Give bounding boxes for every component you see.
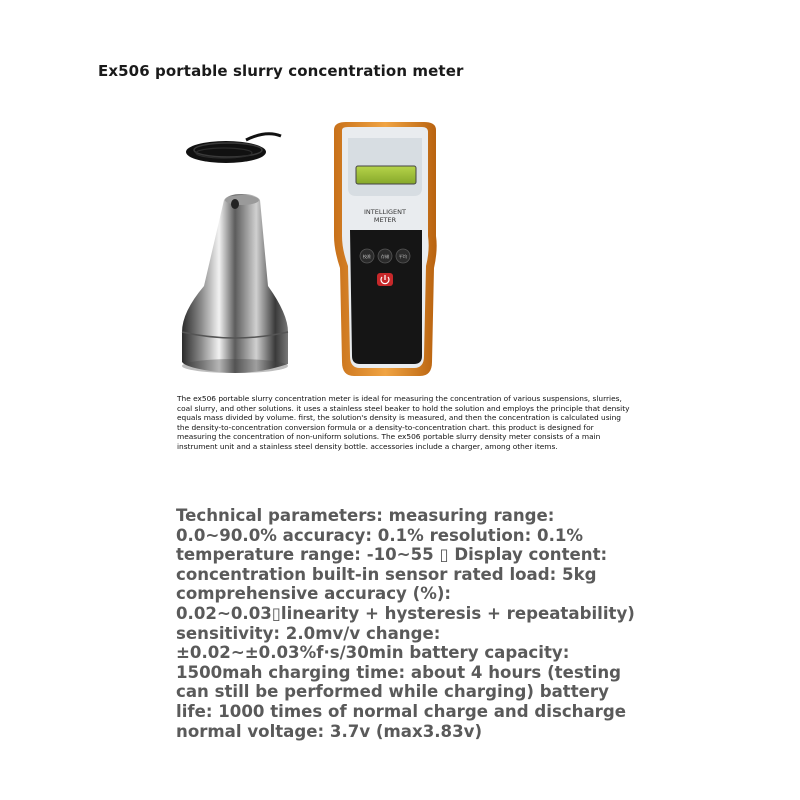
product-photo (176, 118, 466, 386)
handheld-meter (334, 122, 437, 376)
device-label-line2: METER (373, 216, 397, 224)
product-description: The ex506 portable slurry concentration meter is ideal for measuring the concentration of various suspensions, slurries, coal slurry, and other solutions. it uses a stainless steel beaker to hold the solution and employs the principle that density equals mass divided by volume. first, the solution's density is measured, and then the concentration is calculated using the density-to-concentration conversion formula or a density-to-concentration chart. this product is designed for measuring the concentration of non-uniform solutions. The ex506 portable slurry density meter consists of a main instrument unit and a stainless steel density bottle. accessories include a charger, among other items. (177, 394, 630, 451)
store-key-label: 存储 (380, 254, 390, 259)
charger-cable (186, 134, 281, 163)
calibrate-key-label: 校准 (362, 254, 372, 259)
device-label-line1: INTELLIGENT (364, 208, 406, 216)
density-bottle (182, 194, 288, 373)
page-title: Ex506 portable slurry concentration meter (98, 62, 464, 80)
average-key-label: 平均 (398, 254, 408, 259)
technical-parameters: Technical parameters: measuring range: 0.0~90.0% accuracy: 0.1% resolution: 0.1% temperature range: -10~55 ▯ Display content: concentration built-in sensor rated load: 5kg comprehensive accuracy (%): 0.02~0.03▯linearity + hysteresis + repeatability) sensitivity: 2.0mv/v change: ±0.02~±0.03%f·s/30min battery capacity: 1500mah charging time: about 4 hours (testing can still be performed while charging) battery life: 1000 times of normal charge and discharge normal voltage: 3.7v (max3.83v) (176, 506, 635, 741)
